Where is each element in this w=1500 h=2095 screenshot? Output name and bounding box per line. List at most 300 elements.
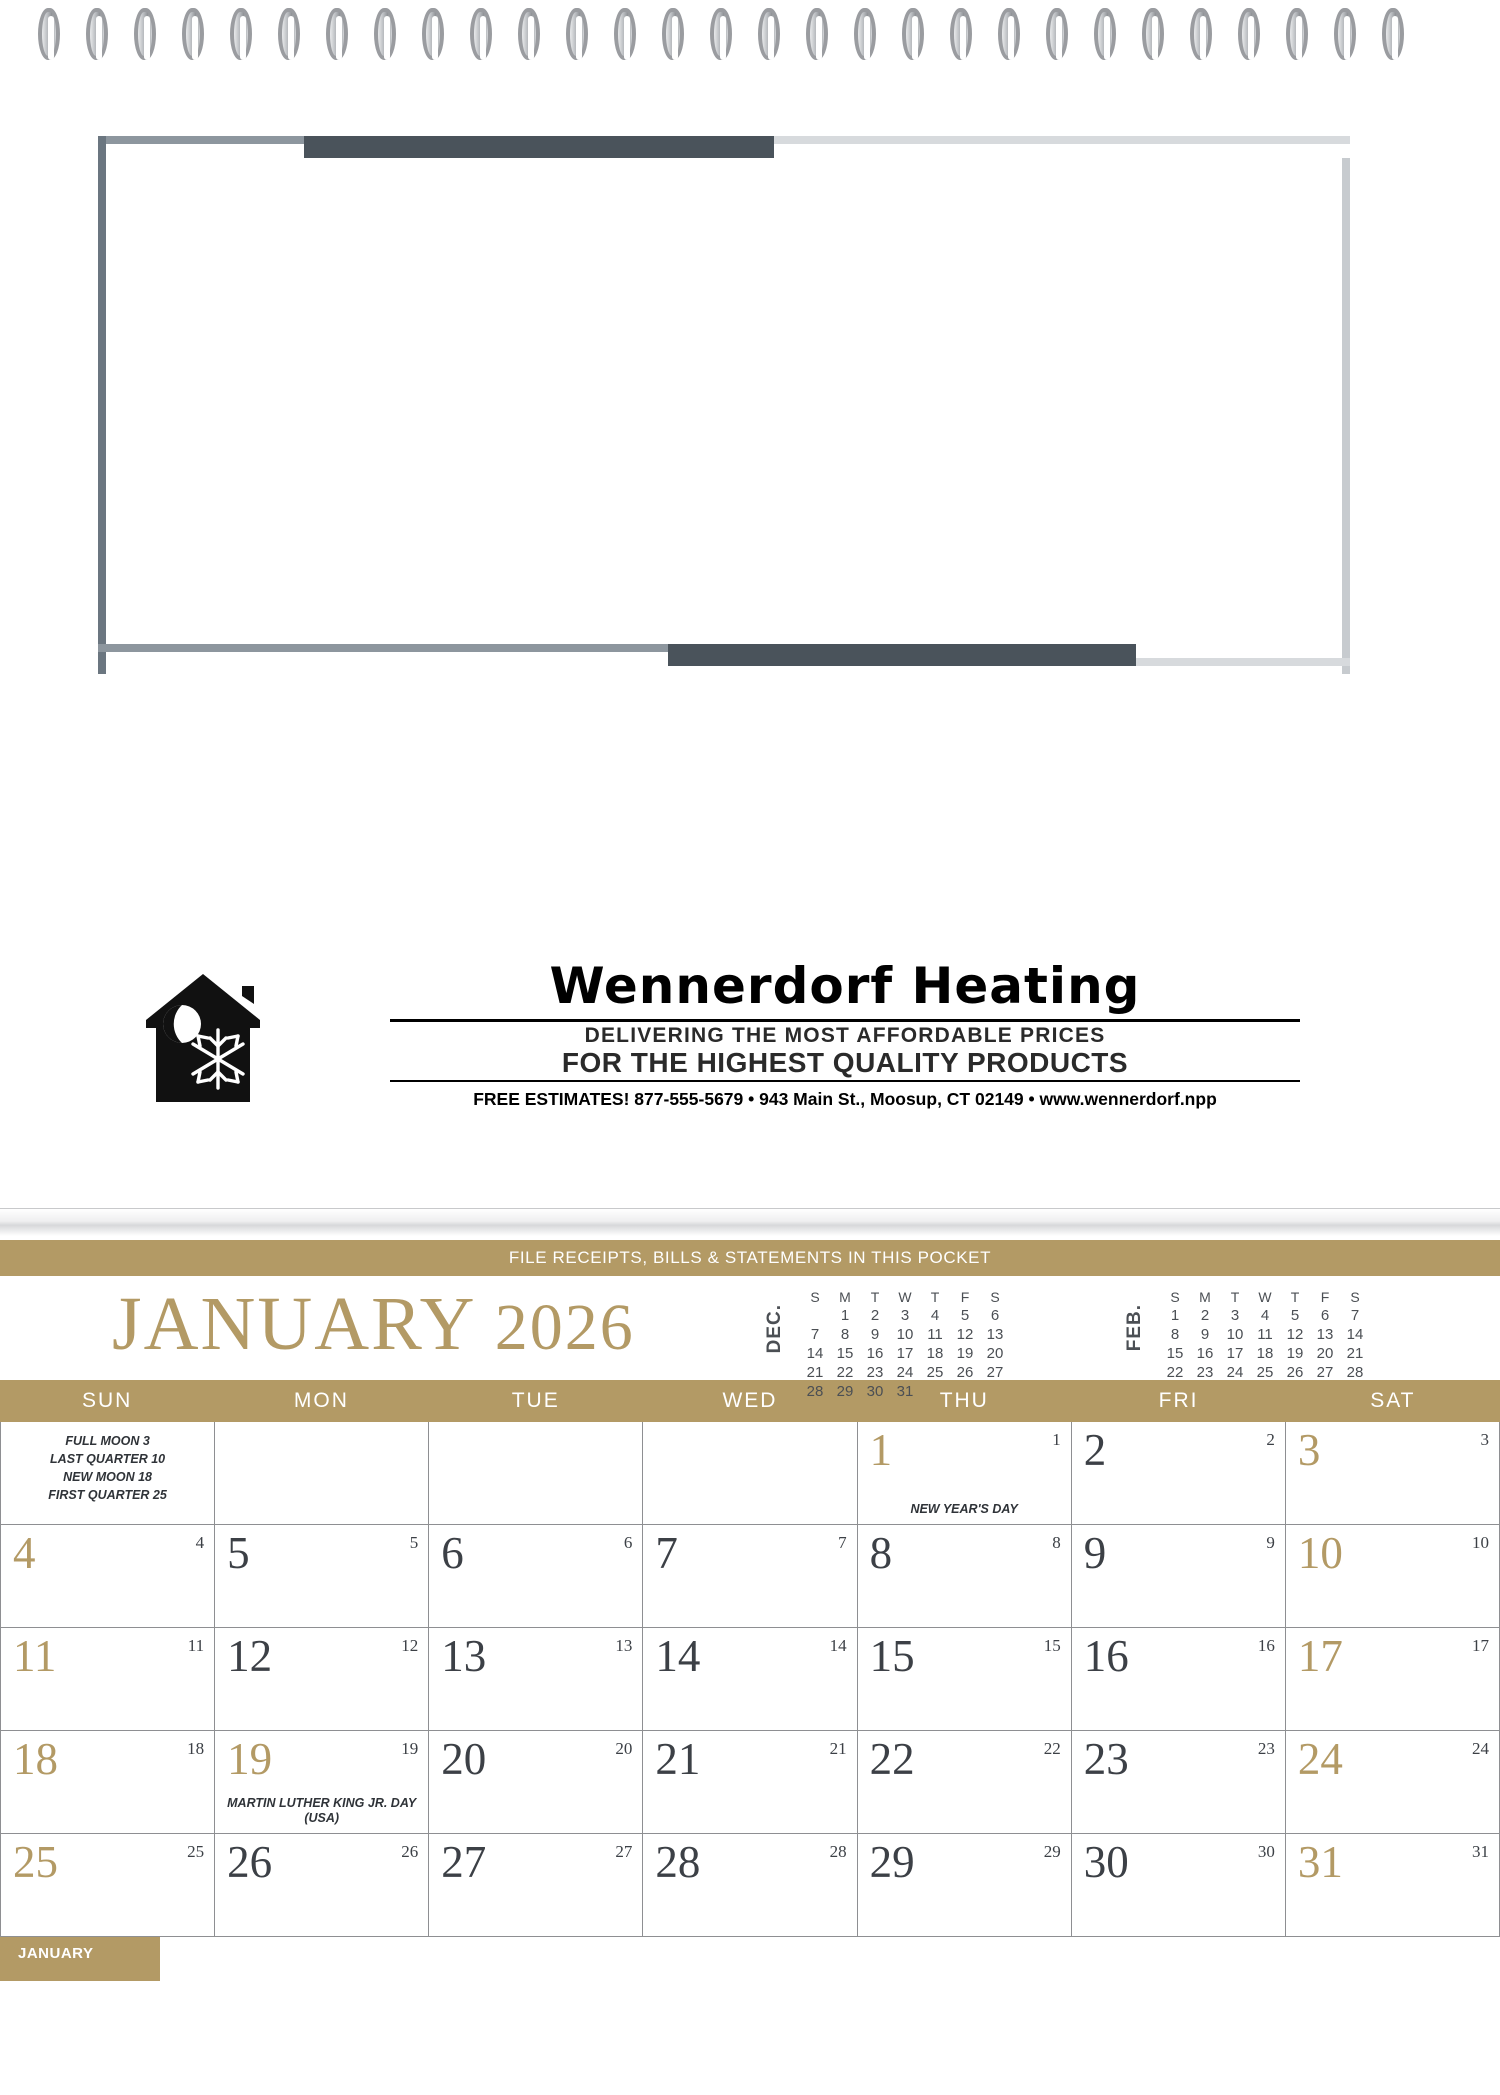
spiral-ring (710, 8, 732, 60)
spiral-coil (134, 8, 156, 66)
spiral-ring (1382, 8, 1404, 60)
spiral-ring (1142, 8, 1164, 60)
day-cell-21[interactable] (643, 1731, 857, 1834)
spiral-coil (950, 8, 972, 66)
mini-day-cell: 26 (956, 1364, 974, 1381)
moon-phase-list (1, 1432, 214, 1505)
day-of-year-number: 20 (615, 1739, 633, 1758)
mini-dow: W (898, 1289, 912, 1305)
mini-day-cell: 28 (806, 1383, 824, 1400)
holiday-label: MARTIN LUTHER KING JR. DAY (USA) (227, 1795, 417, 1826)
day-number: 29 (869, 1837, 915, 1887)
day-number: 4 (13, 1528, 36, 1578)
spiral-ring (998, 8, 1020, 60)
mini-day-cell: 15 (1166, 1345, 1184, 1362)
mini-dow: S (810, 1289, 820, 1305)
mini-day-cell: 4 (1260, 1307, 1270, 1324)
spiral-coil (1142, 8, 1164, 66)
mini-day-cell (1340, 1382, 1370, 1384)
day-cell-7[interactable] (643, 1525, 857, 1628)
day-number: 6 (441, 1528, 464, 1578)
day-of-year-number: 29 (1043, 1842, 1061, 1861)
day-cell-26[interactable] (215, 1834, 429, 1937)
mini-day-cell: 22 (1166, 1364, 1184, 1381)
day-number: 11 (13, 1631, 57, 1681)
mini-day-cell: 15 (836, 1345, 854, 1362)
day-cell-25[interactable] (1, 1834, 215, 1937)
mini-dow: S (1350, 1289, 1360, 1305)
day-header-mon: MON (293, 1389, 349, 1412)
mini-day-cell: 9 (870, 1326, 880, 1343)
day-number: 20 (441, 1734, 487, 1784)
day-cell-31[interactable] (1286, 1834, 1500, 1937)
day-cell-13[interactable] (429, 1628, 643, 1731)
day-of-year-number: 24 (1471, 1739, 1489, 1758)
spiral-coil (1190, 8, 1212, 66)
house-with-snowflake-and-sun-icon (138, 968, 268, 1108)
mini-prev-label: DEC. (764, 1304, 785, 1354)
day-of-year-number: 19 (401, 1739, 419, 1758)
mini-day-cell (1160, 1382, 1190, 1384)
day-of-year-number: 9 (1266, 1533, 1275, 1552)
image-frame (98, 136, 1350, 674)
image-placeholder (106, 158, 1342, 644)
mini-week-row (1160, 1325, 1370, 1344)
mini-day-cell: 19 (956, 1345, 974, 1362)
day-number: 18 (13, 1734, 58, 1784)
day-cell-2[interactable] (1072, 1422, 1286, 1525)
day-of-year-number: 26 (401, 1842, 419, 1861)
spiral-coil (1046, 8, 1068, 66)
photo-area (0, 78, 1500, 938)
spiral-coil (758, 8, 780, 66)
mini-day-cell: 2 (1200, 1307, 1210, 1324)
mini-day-cell: 12 (1286, 1326, 1304, 1343)
calendar-grid (0, 1422, 1500, 1937)
mini-week-row (800, 1344, 1010, 1363)
month-tab (0, 1937, 160, 1981)
spiral-coil (566, 8, 588, 66)
day-cell-11[interactable] (1, 1628, 215, 1731)
mini-day-cell: 8 (840, 1326, 850, 1343)
day-number: 13 (441, 1631, 487, 1681)
day-of-year-number: 30 (1257, 1842, 1275, 1861)
mini-dow: W (1258, 1289, 1272, 1305)
month-year-title (112, 1282, 635, 1366)
mini-day-cell: 16 (866, 1345, 884, 1362)
day-of-year-number: 12 (401, 1636, 419, 1655)
moon-phase: LAST QUARTER 10 (50, 1452, 166, 1467)
mini-dow: T (870, 1289, 880, 1305)
mini-day-cell: 21 (806, 1364, 824, 1381)
spiral-ring (758, 8, 780, 60)
mini-day-cell: 30 (866, 1383, 884, 1400)
mini-day-cell: 22 (836, 1364, 854, 1381)
spiral-ring (1238, 8, 1260, 60)
calendar-header (0, 1276, 1500, 1400)
mini-day-cell: 1 (1170, 1307, 1180, 1324)
spiral-ring (182, 8, 204, 60)
spiral-coil (662, 8, 684, 66)
day-cell-20[interactable] (429, 1731, 643, 1834)
pocket-bar (0, 1240, 1500, 1276)
spiral-coil (806, 8, 828, 66)
mini-day-cell: 24 (896, 1364, 914, 1381)
mini-day-cell: 24 (1226, 1364, 1244, 1381)
mini-day-cell: 5 (1290, 1307, 1300, 1324)
spiral-ring (1334, 8, 1356, 60)
mini-day-cell: 8 (1170, 1326, 1180, 1343)
day-cell-29[interactable] (858, 1834, 1072, 1937)
mini-day-cell: 6 (1320, 1307, 1330, 1324)
day-of-year-number: 18 (187, 1739, 205, 1758)
advertiser-block (0, 957, 1500, 1150)
spiral-ring (1094, 8, 1116, 60)
day-number: 24 (1297, 1734, 1343, 1784)
mini-day-cell: 21 (1346, 1345, 1364, 1362)
spiral-ring (134, 8, 156, 60)
advertiser-tagline-1: DELIVERING THE MOST AFFORDABLE PRICES (584, 1023, 1106, 1047)
mini-dow: F (1320, 1289, 1330, 1305)
mini-dow: S (1170, 1289, 1180, 1305)
spiral-coil (38, 8, 60, 66)
spiral-coil (278, 8, 300, 66)
day-cell-8[interactable] (858, 1525, 1072, 1628)
mini-calendar-previous (764, 1288, 1010, 1401)
day-of-year-number: 22 (1043, 1739, 1061, 1758)
mini-day-cell: 29 (836, 1383, 854, 1400)
day-of-year-number: 25 (187, 1842, 205, 1861)
day-of-year-number: 31 (1471, 1842, 1489, 1861)
spiral-ring (374, 8, 396, 60)
month-tab-label: JANUARY (18, 1945, 94, 1962)
day-cell-empty[interactable] (429, 1422, 643, 1525)
mini-dow: F (960, 1289, 970, 1305)
spiral-coil (854, 8, 876, 66)
day-of-year-number: 16 (1257, 1636, 1275, 1655)
day-cell-22[interactable] (858, 1731, 1072, 1834)
day-of-year-number: 23 (1257, 1739, 1275, 1758)
day-of-year-number: 10 (1471, 1533, 1489, 1552)
mini-week-row (1160, 1382, 1370, 1384)
mini-day-cell: 1 (840, 1307, 850, 1324)
spiral-ring (470, 8, 492, 60)
mini-day-cell: 25 (1256, 1364, 1274, 1381)
day-cell-9[interactable] (1072, 1525, 1286, 1628)
mini-day-cell: 23 (1196, 1364, 1214, 1381)
day-of-year-number: 13 (615, 1636, 633, 1655)
mini-week-row (1160, 1344, 1370, 1363)
spiral-ring (806, 8, 828, 60)
day-number: 17 (1297, 1631, 1343, 1681)
day-header-fri: FRI (1158, 1389, 1199, 1412)
mini-day-cell (980, 1382, 1010, 1401)
day-number: 21 (655, 1734, 701, 1784)
day-header-sun: SUN (81, 1389, 133, 1412)
mini-day-cell: 13 (986, 1326, 1004, 1343)
spiral-ring (518, 8, 540, 60)
day-cell-15[interactable] (858, 1628, 1072, 1731)
frame-top-gray (98, 136, 304, 144)
mini-day-cell: 20 (1316, 1345, 1334, 1362)
advertiser-name: Wennerdorf Heating (549, 957, 1141, 1015)
spiral-ring (950, 8, 972, 60)
spiral-coil (230, 8, 252, 66)
day-number: 3 (1297, 1425, 1321, 1475)
mini-day-cell: 25 (926, 1364, 944, 1381)
mini-next-table (1160, 1288, 1370, 1384)
pocket-bar-label: FILE RECEIPTS, BILLS & STATEMENTS IN THIS POCKET (508, 1248, 992, 1267)
spiral-ring (278, 8, 300, 60)
month-label: JANUARY (112, 1282, 474, 1366)
day-cell-27[interactable] (429, 1834, 643, 1937)
spiral-ring (662, 8, 684, 60)
frame-bottom-gray (98, 644, 668, 652)
mini-day-cell: 18 (926, 1345, 944, 1362)
day-of-year-number: 21 (829, 1739, 847, 1758)
day-cell-23[interactable] (1072, 1731, 1286, 1834)
spiral-coil (1382, 8, 1404, 66)
spiral-coil (1094, 8, 1116, 66)
frame-top-light (774, 136, 1350, 144)
frame-left (98, 136, 106, 674)
mini-day-cell: 3 (900, 1307, 910, 1324)
mini-week-row (1160, 1306, 1370, 1325)
day-cell-10[interactable] (1286, 1525, 1500, 1628)
spiral-ring (1190, 8, 1212, 60)
spiral-ring (1286, 8, 1308, 60)
spiral-ring (230, 8, 252, 60)
spiral-coil (470, 8, 492, 66)
mini-day-cell: 18 (1256, 1345, 1274, 1362)
pocket-divider (0, 1208, 1500, 1236)
mini-day-cell: 6 (990, 1307, 1000, 1324)
day-of-year-number: 4 (195, 1533, 205, 1552)
mini-day-cell (1280, 1382, 1310, 1384)
mini-day-cell (920, 1382, 950, 1401)
frame-bottom-light (1136, 658, 1350, 666)
day-header-thu: THU (939, 1389, 989, 1412)
day-of-year-number: 5 (409, 1533, 419, 1552)
mini-week-row (1160, 1363, 1370, 1382)
day-cell-17[interactable] (1286, 1628, 1500, 1731)
day-cell-5[interactable] (215, 1525, 429, 1628)
advertiser-text (390, 957, 1300, 1110)
spiral-ring (566, 8, 588, 60)
day-number: 14 (655, 1631, 701, 1681)
day-of-year-number: 27 (615, 1842, 633, 1861)
moon-phase: FIRST QUARTER 25 (48, 1488, 167, 1503)
mini-day-cell: 19 (1286, 1345, 1304, 1362)
day-cell-30[interactable] (1072, 1834, 1286, 1937)
divider-rule-2 (390, 1080, 1300, 1082)
day-of-year-number: 8 (1052, 1533, 1061, 1552)
day-cell-6[interactable] (429, 1525, 643, 1628)
day-number: 26 (227, 1837, 273, 1887)
spiral-coil (1286, 8, 1308, 66)
mini-day-cell: 10 (896, 1326, 914, 1343)
mini-day-cell (1250, 1382, 1280, 1384)
mini-day-cell: 5 (960, 1307, 970, 1324)
frame-bottom-dark (668, 644, 1136, 666)
mini-day-cell (1220, 1382, 1250, 1384)
spiral-coil (374, 8, 396, 66)
spiral-coil (902, 8, 924, 66)
mini-dow: T (1230, 1289, 1240, 1305)
day-number: 8 (869, 1528, 893, 1578)
day-of-year-number: 11 (187, 1636, 205, 1655)
mini-next-label: FEB. (1124, 1304, 1145, 1352)
spiral-coil (518, 8, 540, 66)
mini-day-cell: 7 (810, 1326, 820, 1343)
day-number: 16 (1083, 1631, 1129, 1681)
mini-day-cell: 11 (927, 1326, 943, 1343)
mini-day-cell: 27 (986, 1364, 1004, 1381)
day-of-year-number: 1 (1052, 1430, 1061, 1449)
spiral-coil (422, 8, 444, 66)
day-cell-28[interactable] (643, 1834, 857, 1937)
day-number: 19 (227, 1734, 273, 1784)
divider-rule-1 (390, 1019, 1300, 1022)
day-number: 28 (655, 1837, 701, 1887)
calendar (0, 1240, 1500, 2095)
day-number: 22 (869, 1734, 915, 1784)
mini-day-cell: 16 (1196, 1345, 1214, 1362)
mini-day-cell (800, 1306, 830, 1325)
day-of-week-header (0, 1380, 1500, 1422)
frame-right (1342, 158, 1350, 674)
day-header-tue: TUE (511, 1389, 560, 1412)
mini-day-cell (950, 1382, 980, 1401)
spiral-coil (182, 8, 204, 66)
day-number: 9 (1083, 1528, 1107, 1578)
spiral-ring (422, 8, 444, 60)
calendar-footer (0, 1937, 1500, 1981)
mini-week-row (800, 1325, 1010, 1344)
day-number: 12 (227, 1631, 273, 1681)
holiday-label: NEW YEAR'S DAY (910, 1502, 1018, 1517)
day-cell-18[interactable] (1, 1731, 215, 1834)
mini-dow: M (1199, 1289, 1211, 1305)
mini-day-cell: 12 (956, 1326, 974, 1343)
spiral-ring (614, 8, 636, 60)
day-number: 5 (227, 1528, 250, 1578)
mini-dow: T (1290, 1289, 1300, 1305)
mini-day-cell: 7 (1350, 1307, 1360, 1324)
mini-day-cell (1310, 1382, 1340, 1384)
mini-week-row (800, 1306, 1010, 1325)
year-label: 2026 (494, 1291, 635, 1364)
mini-day-cell: 13 (1316, 1326, 1334, 1343)
spiral-coil (614, 8, 636, 66)
mini-day-cell: 10 (1226, 1326, 1244, 1343)
mini-day-cell: 31 (896, 1383, 914, 1400)
mini-day-cell: 26 (1286, 1364, 1304, 1381)
mini-day-cell: 3 (1230, 1307, 1240, 1324)
day-cell-19[interactable] (215, 1731, 429, 1834)
day-cell-3[interactable] (1286, 1422, 1500, 1525)
mini-day-cell: 9 (1200, 1326, 1210, 1343)
mini-day-cell: 20 (986, 1345, 1004, 1362)
day-cell-12[interactable] (215, 1628, 429, 1731)
moon-phase: FULL MOON 3 (65, 1434, 150, 1448)
spiral-coil (1334, 8, 1356, 66)
spiral-ring (1046, 8, 1068, 60)
spiral-ring (86, 8, 108, 60)
day-number: 31 (1297, 1837, 1343, 1887)
day-of-year-number: 15 (1043, 1636, 1061, 1655)
day-of-year-number: 7 (838, 1533, 847, 1552)
mini-day-cell: 27 (1316, 1364, 1334, 1381)
day-cell-empty[interactable] (215, 1422, 429, 1525)
mini-day-cell: 14 (806, 1345, 824, 1362)
day-of-year-number: 14 (829, 1636, 847, 1655)
frame-top-dark (304, 136, 774, 158)
day-of-year-number: 6 (623, 1533, 633, 1552)
spiral-binding (0, 0, 1500, 78)
day-cell-4[interactable] (1, 1525, 215, 1628)
spiral-coil (326, 8, 348, 66)
advertiser-contact: FREE ESTIMATES! 877-555-5679 • 943 Main St., Moosup, CT 02149 • www.wennerdorf.npp (473, 1089, 1217, 1110)
day-cell-empty[interactable] (643, 1422, 857, 1525)
day-cell-14[interactable] (643, 1628, 857, 1731)
mini-week-row (800, 1382, 1010, 1401)
mini-week-row (800, 1363, 1010, 1382)
day-number: 15 (869, 1631, 915, 1681)
day-number: 30 (1083, 1837, 1129, 1887)
mini-day-cell: 4 (930, 1307, 940, 1324)
day-cell-empty[interactable] (1, 1422, 215, 1525)
mini-day-cell: 28 (1346, 1364, 1364, 1381)
day-header-wed: WED (722, 1389, 778, 1412)
mini-day-cell: 11 (1257, 1326, 1273, 1343)
spiral-ring (854, 8, 876, 60)
mini-dow: T (930, 1289, 940, 1305)
mini-day-cell: 17 (896, 1345, 914, 1362)
mini-day-cell: 23 (866, 1364, 884, 1381)
spiral-ring (902, 8, 924, 60)
mini-day-cell: 17 (1226, 1345, 1244, 1362)
day-of-year-number: 2 (1266, 1430, 1275, 1449)
day-header-sat: SAT (1370, 1389, 1416, 1412)
mini-day-cell: 14 (1346, 1326, 1364, 1343)
day-number: 2 (1083, 1425, 1107, 1475)
spiral-coil (998, 8, 1020, 66)
mini-day-cell: 2 (870, 1307, 880, 1324)
day-cell-24[interactable] (1286, 1731, 1500, 1834)
day-of-year-number: 3 (1480, 1430, 1489, 1449)
spiral-ring (326, 8, 348, 60)
day-number: 10 (1297, 1528, 1343, 1578)
day-number: 25 (13, 1837, 58, 1887)
mini-calendar-next (1124, 1288, 1370, 1384)
day-number: 1 (869, 1425, 893, 1475)
spiral-coil (1238, 8, 1260, 66)
mini-prev-table (800, 1288, 1010, 1401)
moon-phase: NEW MOON 18 (63, 1470, 153, 1485)
day-number: 27 (441, 1837, 487, 1887)
spiral-coil (86, 8, 108, 66)
day-of-year-number: 28 (829, 1842, 847, 1861)
advertiser-tagline-2: FOR THE HIGHEST QUALITY PRODUCTS (561, 1046, 1129, 1078)
day-of-year-number: 17 (1471, 1636, 1489, 1655)
mini-day-cell (1190, 1382, 1220, 1384)
mini-dow: S (990, 1289, 1000, 1305)
day-cell-16[interactable] (1072, 1628, 1286, 1731)
day-number: 23 (1083, 1734, 1129, 1784)
spiral-coil (710, 8, 732, 66)
day-cell-1[interactable] (858, 1422, 1072, 1525)
